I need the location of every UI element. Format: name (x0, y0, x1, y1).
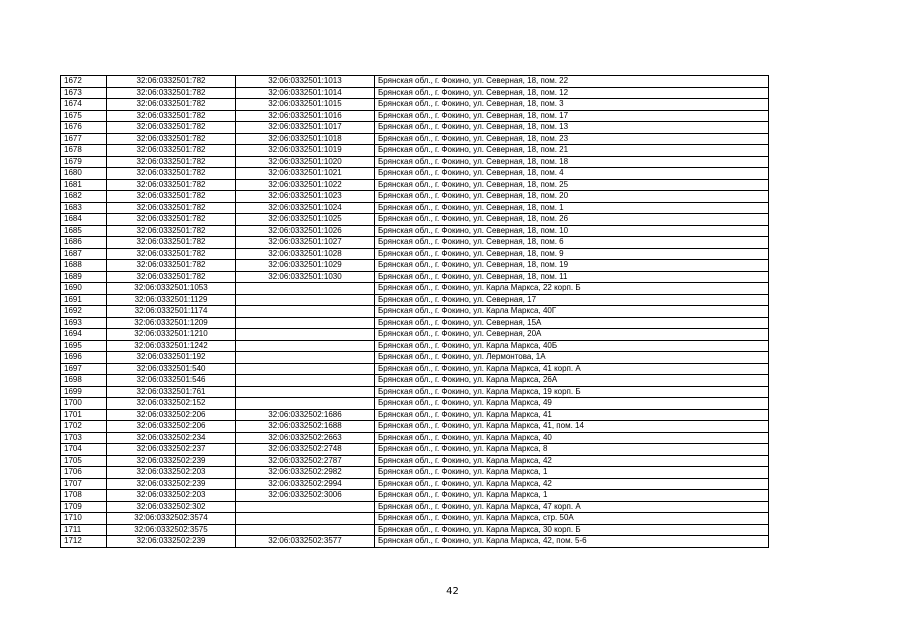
parcel-number-cell: 32:06:0332501:1209 (107, 317, 236, 329)
object-number-cell (236, 294, 375, 306)
table-row (61, 271, 769, 283)
table-row (61, 455, 769, 467)
table-row (61, 110, 769, 122)
object-number-cell: 32:06:0332502:3006 (236, 490, 375, 502)
row-number-cell: 1691 (61, 294, 107, 306)
object-number-cell: 32:06:0332501:1018 (236, 133, 375, 145)
parcel-number-cell: 32:06:0332501:782 (107, 76, 236, 88)
address-cell: Брянская обл., г. Фокино, ул. Северная, 18, пом. 1 (375, 202, 769, 214)
parcel-number-cell: 32:06:0332501:782 (107, 168, 236, 180)
table-row (61, 87, 769, 99)
address-cell: Брянская обл., г. Фокино, ул. Северная, 18, пом. 11 (375, 271, 769, 283)
object-number-cell: 32:06:0332501:1019 (236, 145, 375, 157)
row-number-cell: 1688 (61, 260, 107, 272)
parcel-number-cell: 32:06:0332501:782 (107, 202, 236, 214)
table-row (61, 202, 769, 214)
object-number-cell: 32:06:0332502:1686 (236, 409, 375, 421)
parcel-number-cell: 32:06:0332501:782 (107, 122, 236, 134)
object-number-cell (236, 524, 375, 536)
row-number-cell: 1680 (61, 168, 107, 180)
address-cell: Брянская обл., г. Фокино, ул. Северная, 18, пом. 23 (375, 133, 769, 145)
parcel-number-cell: 32:06:0332502:239 (107, 478, 236, 490)
row-number-cell: 1712 (61, 536, 107, 548)
parcel-number-cell: 32:06:0332502:239 (107, 455, 236, 467)
object-number-cell: 32:06:0332501:1015 (236, 99, 375, 111)
row-number-cell: 1709 (61, 501, 107, 513)
address-cell: Брянская обл., г. Фокино, ул. Карла Маркса, 40Г (375, 306, 769, 318)
parcel-number-cell: 32:06:0332502:203 (107, 467, 236, 479)
object-number-cell: 32:06:0332501:1017 (236, 122, 375, 134)
row-number-cell: 1689 (61, 271, 107, 283)
table-row (61, 513, 769, 525)
table-row (61, 317, 769, 329)
parcel-number-cell: 32:06:0332502:203 (107, 490, 236, 502)
parcel-number-cell: 32:06:0332501:782 (107, 179, 236, 191)
row-number-cell: 1704 (61, 444, 107, 456)
parcel-number-cell: 32:06:0332501:782 (107, 260, 236, 272)
object-number-cell: 32:06:0332501:1030 (236, 271, 375, 283)
row-number-cell: 1696 (61, 352, 107, 364)
object-number-cell: 32:06:0332501:1029 (236, 260, 375, 272)
address-cell: Брянская обл., г. Фокино, ул. Северная, 18, пом. 10 (375, 225, 769, 237)
table-row (61, 398, 769, 410)
object-number-cell: 32:06:0332501:1024 (236, 202, 375, 214)
parcel-number-cell: 32:06:0332501:782 (107, 248, 236, 260)
parcel-number-cell: 32:06:0332501:782 (107, 214, 236, 226)
parcel-number-cell: 32:06:0332501:782 (107, 99, 236, 111)
table-row (61, 99, 769, 111)
parcel-number-cell: 32:06:0332502:3575 (107, 524, 236, 536)
table-row (61, 133, 769, 145)
address-cell: Брянская обл., г. Фокино, ул. Карла Маркса, стр. 50А (375, 513, 769, 525)
row-number-cell: 1676 (61, 122, 107, 134)
row-number-cell: 1702 (61, 421, 107, 433)
address-cell: Брянская обл., г. Фокино, ул. Карла Маркса, 41, пом. 14 (375, 421, 769, 433)
object-number-cell (236, 375, 375, 387)
table-row (61, 156, 769, 168)
address-cell: Брянская обл., г. Фокино, ул. Карла Маркса, 41 (375, 409, 769, 421)
table-row (61, 478, 769, 490)
parcel-number-cell: 32:06:0332502:234 (107, 432, 236, 444)
row-number-cell: 1686 (61, 237, 107, 249)
table-row (61, 145, 769, 157)
object-number-cell (236, 501, 375, 513)
table-body (61, 76, 769, 548)
address-cell: Брянская обл., г. Фокино, ул. Карла Маркса, 26А (375, 375, 769, 387)
row-number-cell: 1679 (61, 156, 107, 168)
table-row (61, 237, 769, 249)
address-cell: Брянская обл., г. Фокино, ул. Северная, 18, пом. 20 (375, 191, 769, 203)
address-cell: Брянская обл., г. Фокино, ул. Северная, 18, пом. 22 (375, 76, 769, 88)
row-number-cell: 1678 (61, 145, 107, 157)
object-number-cell: 32:06:0332502:2748 (236, 444, 375, 456)
address-cell: Брянская обл., г. Фокино, ул. Северная, 17 (375, 294, 769, 306)
address-cell: Брянская обл., г. Фокино, ул. Северная, 18, пом. 26 (375, 214, 769, 226)
row-number-cell: 1683 (61, 202, 107, 214)
object-number-cell: 32:06:0332502:2994 (236, 478, 375, 490)
row-number-cell: 1695 (61, 340, 107, 352)
address-cell: Брянская обл., г. Фокино, ул. Северная, 18, пом. 17 (375, 110, 769, 122)
parcel-number-cell: 32:06:0332501:782 (107, 156, 236, 168)
object-number-cell: 32:06:0332501:1013 (236, 76, 375, 88)
row-number-cell: 1711 (61, 524, 107, 536)
table-row (61, 536, 769, 548)
table-row (61, 375, 769, 387)
parcel-number-cell: 32:06:0332501:1053 (107, 283, 236, 295)
address-cell: Брянская обл., г. Фокино, ул. Карла Маркса, 49 (375, 398, 769, 410)
object-number-cell: 32:06:0332501:1020 (236, 156, 375, 168)
page-number: 42 (446, 586, 459, 597)
address-cell: Брянская обл., г. Фокино, ул. Северная, 18, пом. 21 (375, 145, 769, 157)
table-row (61, 214, 769, 226)
table-row (61, 329, 769, 341)
table-row (61, 386, 769, 398)
table-row (61, 76, 769, 88)
object-number-cell (236, 340, 375, 352)
row-number-cell: 1681 (61, 179, 107, 191)
table-row (61, 191, 769, 203)
object-number-cell: 32:06:0332501:1023 (236, 191, 375, 203)
address-cell: Брянская обл., г. Фокино, ул. Северная, 18, пом. 4 (375, 168, 769, 180)
object-number-cell (236, 386, 375, 398)
address-cell: Брянская обл., г. Фокино, ул. Северная, 18, пом. 6 (375, 237, 769, 249)
parcel-number-cell: 32:06:0332501:761 (107, 386, 236, 398)
address-cell: Брянская обл., г. Фокино, ул. Северная, 18, пом. 19 (375, 260, 769, 272)
address-cell: Брянская обл., г. Фокино, ул. Лермонтова, 1А (375, 352, 769, 364)
row-number-cell: 1692 (61, 306, 107, 318)
address-cell: Брянская обл., г. Фокино, ул. Северная, 18, пом. 25 (375, 179, 769, 191)
address-cell: Брянская обл., г. Фокино, ул. Карла Маркса, 19 корп. Б (375, 386, 769, 398)
table-row (61, 490, 769, 502)
row-number-cell: 1697 (61, 363, 107, 375)
address-cell: Брянская обл., г. Фокино, ул. Северная, 18, пом. 9 (375, 248, 769, 260)
row-number-cell: 1684 (61, 214, 107, 226)
object-number-cell (236, 306, 375, 318)
object-number-cell: 32:06:0332501:1021 (236, 168, 375, 180)
table-row (61, 225, 769, 237)
table-row (61, 409, 769, 421)
table-row (61, 421, 769, 433)
parcel-number-cell: 32:06:0332501:782 (107, 110, 236, 122)
table-row (61, 501, 769, 513)
table-row (61, 352, 769, 364)
object-number-cell: 32:06:0332501:1028 (236, 248, 375, 260)
address-cell: Брянская обл., г. Фокино, ул. Северная, 18, пом. 13 (375, 122, 769, 134)
address-cell: Брянская обл., г. Фокино, ул. Северная, 18, пом. 12 (375, 87, 769, 99)
row-number-cell: 1700 (61, 398, 107, 410)
address-cell: Брянская обл., г. Фокино, ул. Карла Маркса, 1 (375, 490, 769, 502)
parcel-number-cell: 32:06:0332501:1174 (107, 306, 236, 318)
parcel-number-cell: 32:06:0332502:237 (107, 444, 236, 456)
parcel-number-cell: 32:06:0332501:782 (107, 133, 236, 145)
parcel-number-cell: 32:06:0332501:1129 (107, 294, 236, 306)
row-number-cell: 1701 (61, 409, 107, 421)
table-row (61, 432, 769, 444)
row-number-cell: 1673 (61, 87, 107, 99)
row-number-cell: 1699 (61, 386, 107, 398)
object-number-cell: 32:06:0332501:1022 (236, 179, 375, 191)
address-cell: Брянская обл., г. Фокино, ул. Карла Маркса, 47 корп. А (375, 501, 769, 513)
object-number-cell: 32:06:0332502:1688 (236, 421, 375, 433)
table-row (61, 179, 769, 191)
row-number-cell: 1693 (61, 317, 107, 329)
parcel-number-cell: 32:06:0332501:546 (107, 375, 236, 387)
address-cell: Брянская обл., г. Фокино, ул. Карла Маркса, 30 корп. Б (375, 524, 769, 536)
row-number-cell: 1710 (61, 513, 107, 525)
address-cell: Брянская обл., г. Фокино, ул. Северная, 18, пом. 18 (375, 156, 769, 168)
address-cell: Брянская обл., г. Фокино, ул. Карла Маркса, 42, пом. 5-6 (375, 536, 769, 548)
table-row (61, 524, 769, 536)
parcel-number-cell: 32:06:0332501:782 (107, 237, 236, 249)
row-number-cell: 1674 (61, 99, 107, 111)
row-number-cell: 1698 (61, 375, 107, 387)
table-row (61, 294, 769, 306)
parcel-number-cell: 32:06:0332501:782 (107, 191, 236, 203)
table-row (61, 363, 769, 375)
address-cell: Брянская обл., г. Фокино, ул. Карла Маркса, 22 корп. Б (375, 283, 769, 295)
parcel-number-cell: 32:06:0332501:540 (107, 363, 236, 375)
object-number-cell: 32:06:0332501:1027 (236, 237, 375, 249)
object-number-cell: 32:06:0332502:2982 (236, 467, 375, 479)
parcel-number-cell: 32:06:0332501:782 (107, 225, 236, 237)
address-cell: Брянская обл., г. Фокино, ул. Северная, 18, пом. 3 (375, 99, 769, 111)
parcel-number-cell: 32:06:0332501:782 (107, 271, 236, 283)
object-number-cell: 32:06:0332501:1014 (236, 87, 375, 99)
parcel-number-cell: 32:06:0332502:152 (107, 398, 236, 410)
row-number-cell: 1675 (61, 110, 107, 122)
object-number-cell: 32:06:0332502:2663 (236, 432, 375, 444)
row-number-cell: 1677 (61, 133, 107, 145)
object-number-cell (236, 363, 375, 375)
address-cell: Брянская обл., г. Фокино, ул. Карла Маркса, 42 (375, 478, 769, 490)
table-row (61, 467, 769, 479)
object-number-cell (236, 317, 375, 329)
parcel-number-cell: 32:06:0332501:1242 (107, 340, 236, 352)
parcel-number-cell: 32:06:0332502:239 (107, 536, 236, 548)
row-number-cell: 1672 (61, 76, 107, 88)
object-number-cell (236, 283, 375, 295)
table-row (61, 340, 769, 352)
address-cell: Брянская обл., г. Фокино, ул. Северная, 20А (375, 329, 769, 341)
object-number-cell (236, 398, 375, 410)
object-number-cell: 32:06:0332501:1025 (236, 214, 375, 226)
parcel-number-cell: 32:06:0332501:192 (107, 352, 236, 364)
parcel-number-cell: 32:06:0332502:3574 (107, 513, 236, 525)
row-number-cell: 1685 (61, 225, 107, 237)
parcel-number-cell: 32:06:0332501:782 (107, 87, 236, 99)
address-cell: Брянская обл., г. Фокино, ул. Карла Маркса, 41 корп. А (375, 363, 769, 375)
parcel-number-cell: 32:06:0332501:1210 (107, 329, 236, 341)
address-cell: Брянская обл., г. Фокино, ул. Карла Маркса, 40Б (375, 340, 769, 352)
row-number-cell: 1708 (61, 490, 107, 502)
address-cell: Брянская обл., г. Фокино, ул. Карла Маркса, 1 (375, 467, 769, 479)
table-row (61, 122, 769, 134)
row-number-cell: 1705 (61, 455, 107, 467)
table-row (61, 260, 769, 272)
row-number-cell: 1703 (61, 432, 107, 444)
cadastral-table (60, 75, 769, 548)
row-number-cell: 1690 (61, 283, 107, 295)
parcel-number-cell: 32:06:0332502:206 (107, 409, 236, 421)
row-number-cell: 1707 (61, 478, 107, 490)
parcel-number-cell: 32:06:0332502:206 (107, 421, 236, 433)
address-cell: Брянская обл., г. Фокино, ул. Карла Маркса, 8 (375, 444, 769, 456)
table-row (61, 248, 769, 260)
table-row (61, 444, 769, 456)
object-number-cell (236, 329, 375, 341)
table-row (61, 306, 769, 318)
object-number-cell: 32:06:0332501:1026 (236, 225, 375, 237)
object-number-cell: 32:06:0332502:2787 (236, 455, 375, 467)
object-number-cell: 32:06:0332501:1016 (236, 110, 375, 122)
row-number-cell: 1687 (61, 248, 107, 260)
row-number-cell: 1694 (61, 329, 107, 341)
object-number-cell (236, 352, 375, 364)
table-row (61, 168, 769, 180)
parcel-number-cell: 32:06:0332502:302 (107, 501, 236, 513)
table-row (61, 283, 769, 295)
parcel-number-cell: 32:06:0332501:782 (107, 145, 236, 157)
object-number-cell (236, 513, 375, 525)
row-number-cell: 1682 (61, 191, 107, 203)
address-cell: Брянская обл., г. Фокино, ул. Северная, 15А (375, 317, 769, 329)
address-cell: Брянская обл., г. Фокино, ул. Карла Маркса, 42 (375, 455, 769, 467)
object-number-cell: 32:06:0332502:3577 (236, 536, 375, 548)
address-cell: Брянская обл., г. Фокино, ул. Карла Маркса, 40 (375, 432, 769, 444)
row-number-cell: 1706 (61, 467, 107, 479)
